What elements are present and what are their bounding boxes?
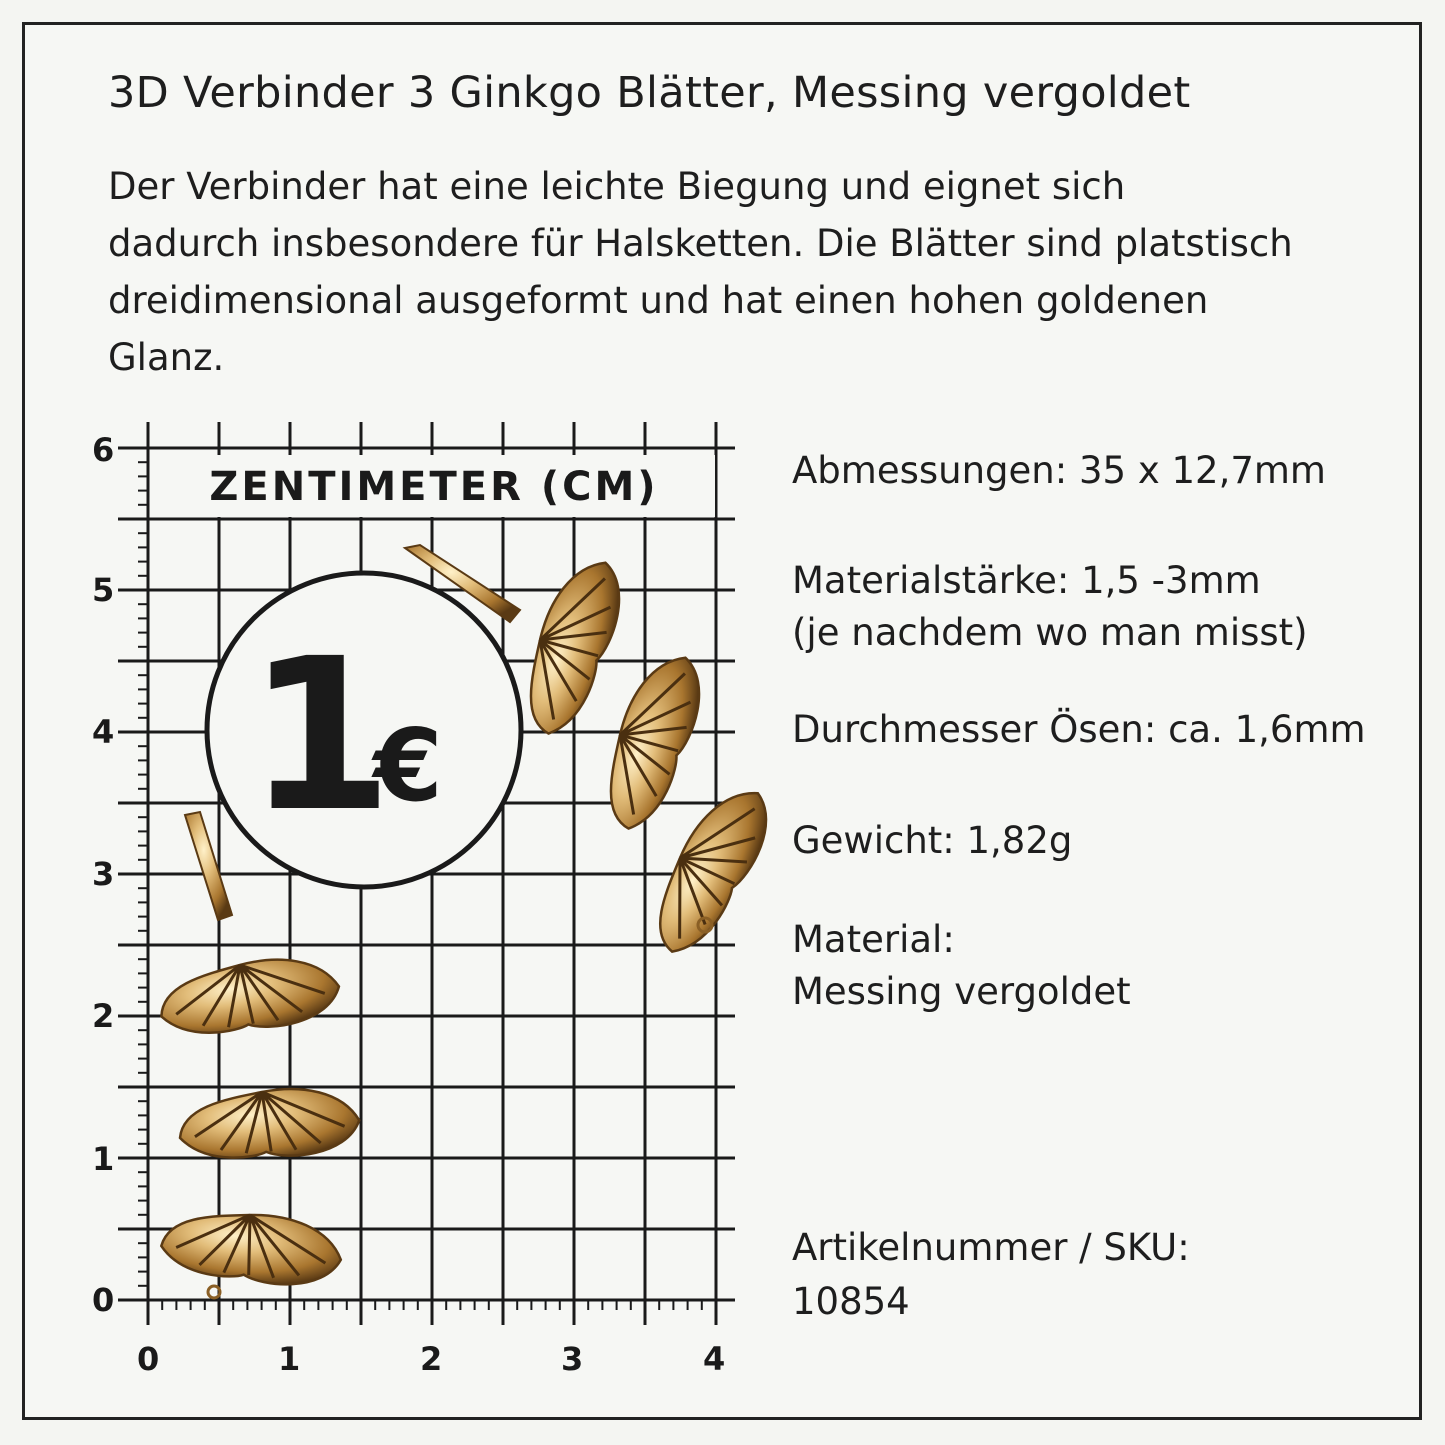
y-tick-label: 2 <box>92 997 115 1035</box>
y-tick-label: 0 <box>92 1281 115 1319</box>
product-title: 3D Verbinder 3 Ginkgo Blätter, Messing vergoldet <box>108 68 1191 118</box>
x-tick-label: 2 <box>420 1340 443 1378</box>
x-tick-label: 4 <box>703 1340 726 1378</box>
y-tick-label: 6 <box>92 431 115 469</box>
y-tick-label: 1 <box>92 1140 115 1178</box>
ginkgo-leaf <box>177 1084 361 1163</box>
coin-currency: € <box>373 707 443 824</box>
x-tick-label: 3 <box>561 1340 584 1378</box>
spec-eyelet-diameter: Durchmesser Ösen: ca. 1,6mm <box>792 708 1366 751</box>
spec-material-value: Messing vergoldet <box>792 970 1131 1013</box>
y-tick-label: 3 <box>92 855 115 893</box>
spec-dimensions: Abmessungen: 35 x 12,7mm <box>792 449 1326 492</box>
spec-sku-label: Artikelnummer / SKU: <box>792 1226 1190 1269</box>
spec-weight: Gewicht: 1,82g <box>792 819 1073 862</box>
spec-material-label: Material: <box>792 918 955 961</box>
coin-value: 1 <box>246 613 394 858</box>
coin-graphic <box>207 573 521 887</box>
x-tick-label: 0 <box>137 1340 160 1378</box>
ginkgo-leaf <box>159 1205 345 1290</box>
spec-sku-value: 10854 <box>792 1280 910 1323</box>
ruler-label: ZENTIMETER (CM) <box>209 464 659 510</box>
ginkgo-leaf <box>590 645 715 837</box>
spec-thickness: Materialstärke: 1,5 -3mm <box>792 559 1261 602</box>
product-description: Der Verbinder hat eine leichte Biegung und eignet sich dadurch insbesondere für Halsketten. Die Blätter sind platstisch dreidimensional ausgeformt und hat einen hohen goldenen Glanz. <box>108 165 1293 379</box>
y-tick-label: 4 <box>92 713 115 751</box>
x-tick-label: 1 <box>278 1340 301 1378</box>
spec-thickness-note: (je nachdem wo man misst) <box>792 611 1308 654</box>
ginkgo-leaf <box>510 550 635 742</box>
ginkgo-leaf <box>156 951 344 1042</box>
y-tick-label: 5 <box>92 571 115 609</box>
